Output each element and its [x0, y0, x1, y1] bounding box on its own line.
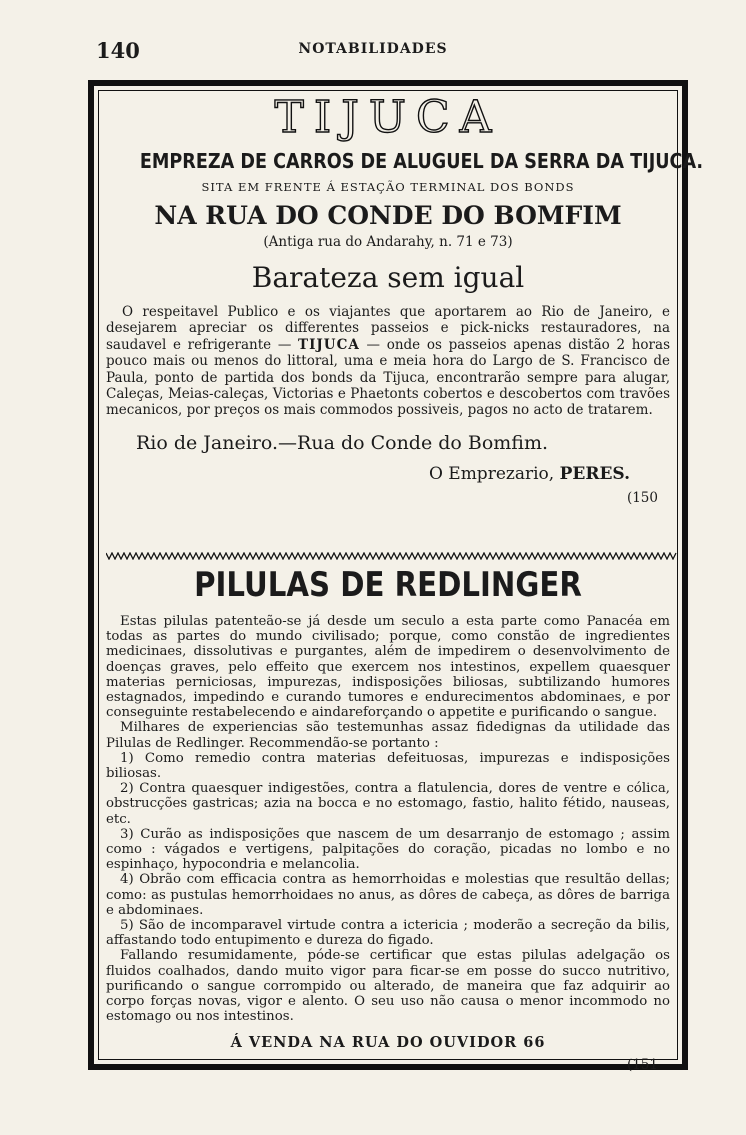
running-title: NOTABILIDADES	[298, 41, 448, 57]
slogan: Barateza sem igual	[251, 261, 525, 294]
company-name: EMPREZA DE CARROS DE ALUGUEL DA SERRA DA TIJUCA.	[139, 149, 704, 173]
tijuca-title: TIJUCA	[274, 92, 502, 143]
signature	[106, 464, 670, 484]
page-header	[0, 38, 746, 62]
pilulas-paragraph: Estas pilulas patenteão-se já desde um seculo a esta parte como Panacéa em todas as partes do mundo civilisado; porque, como constão de ingredientes medicinaes, dissolutivas e purgantes, além de impedirem o desenvolvimento de doenças graves, pelo effeito que exercem nos intestinos, expellem quaesquer materias perniciosas, impurezas, indisposições biliosas, subtilizando humores estagnados, impedindo e curando tumores e endurecimentos abdominaes, e por conseguinte restabelecendo e aindareforçando o appetite e purificando o sangue.	[106, 614, 670, 721]
signature-prefix: O Emprezario,	[428, 464, 555, 485]
tijuca-advertisement	[106, 92, 704, 507]
pilulas-list-item: 2) Contra quaesquer indigestões, contra a flatulencia, dores de ventre e cólica, obstrucções gastricas; azia na bocca e no estomago, fastio, halito fétido, nauseas, etc.	[106, 781, 670, 827]
sale-address: Á VENDA NA RUA DO OUVIDOR 66	[230, 1034, 546, 1052]
pilulas-advertisement	[106, 566, 670, 1073]
city-line: Rio de Janeiro.—Rua do Conde do Bomfim.	[136, 432, 549, 455]
body-after: — onde os passeios apenas distão 2 horas pouco mais ou menos do littoral, uma e meia hora do Largo de S. Francisco de Paula, ponto de partida dos bonds da Tijuca, encontrarão sempre para alugar, Caleças, Meias-caleças, Victorias e Phaetonts cobertos e descobertos com travões mecanicos, por preços os mais commodos possiveis, pagos no acto de tratarem.	[106, 336, 670, 419]
ad-reference-150: (150	[626, 490, 658, 507]
zigzag-divider	[106, 552, 678, 560]
pilulas-list-item: 3) Curão as indisposições que nascem de um desarranjo de estomago ; assim como : vágados e vertigens, palpitações do coração, picadas no lombo e no espinhaço, hypocondria e melancolia.	[106, 826, 670, 873]
page-number: 140	[96, 38, 140, 63]
pilulas-title: PILULAS DE REDLINGER	[194, 565, 582, 605]
advertisement-frame	[88, 80, 704, 1074]
pilulas-paragraph: Milhares de experiencias são testemunhas assaz fidedignas da utilidade das Pilulas de Redlinger. Recommendão-se portanto :	[106, 720, 670, 751]
pilulas-list-item: 5) São de incomparavel virtude contra a ictericia ; moderão a secreção da bilis, affastando todo entupimento e dureza do figado.	[106, 918, 670, 949]
location-line: SITA EM FRENTE Á ESTAÇÃO TERMINAL DOS BONDS	[201, 180, 575, 194]
body-bold: TIJUCA	[298, 336, 360, 353]
pilulas-paragraph: Fallando resumidamente, póde-se certificar que estas pilulas adelgação os fluidos coalhados, dando muito vigor para ficar-se em posse do succo nutritivo, purificando o sangue corrompido ou alterado, de maneira que faz adquirir ao corpo forças novas, vigor e alento. O seu uso não causa o menor incommodo no estomago ou nos intestinos.	[106, 948, 670, 1025]
ad-reference-151: (151	[626, 1057, 658, 1074]
pilulas-list-item: 1) Como remedio contra materias defeituosas, impurezas e indisposições biliosas.	[106, 750, 670, 782]
street-name: NA RUA DO CONDE DO BOMFIM	[154, 201, 622, 230]
old-address: (Antiga rua do Andarahy, n. 71 e 73)	[263, 234, 513, 250]
pilulas-list-item: 4) Obrão com efficacia contra as hemorrhoidas e molestias que resultão dellas; como: as pustulas hemorrhoidaes no anus, as dôres de cabeça, as dôres de barriga e abdominaes.	[106, 872, 670, 918]
body-before: O respeitavel Publico e os viajantes que aportarem ao Rio de Janeiro, e desejarem apreciar os differentes passeios e pick-nicks restauradores, na saudavel e refrigerante —	[106, 304, 670, 353]
signature-name: PERES.	[559, 464, 630, 485]
tijuca-body	[106, 304, 670, 419]
